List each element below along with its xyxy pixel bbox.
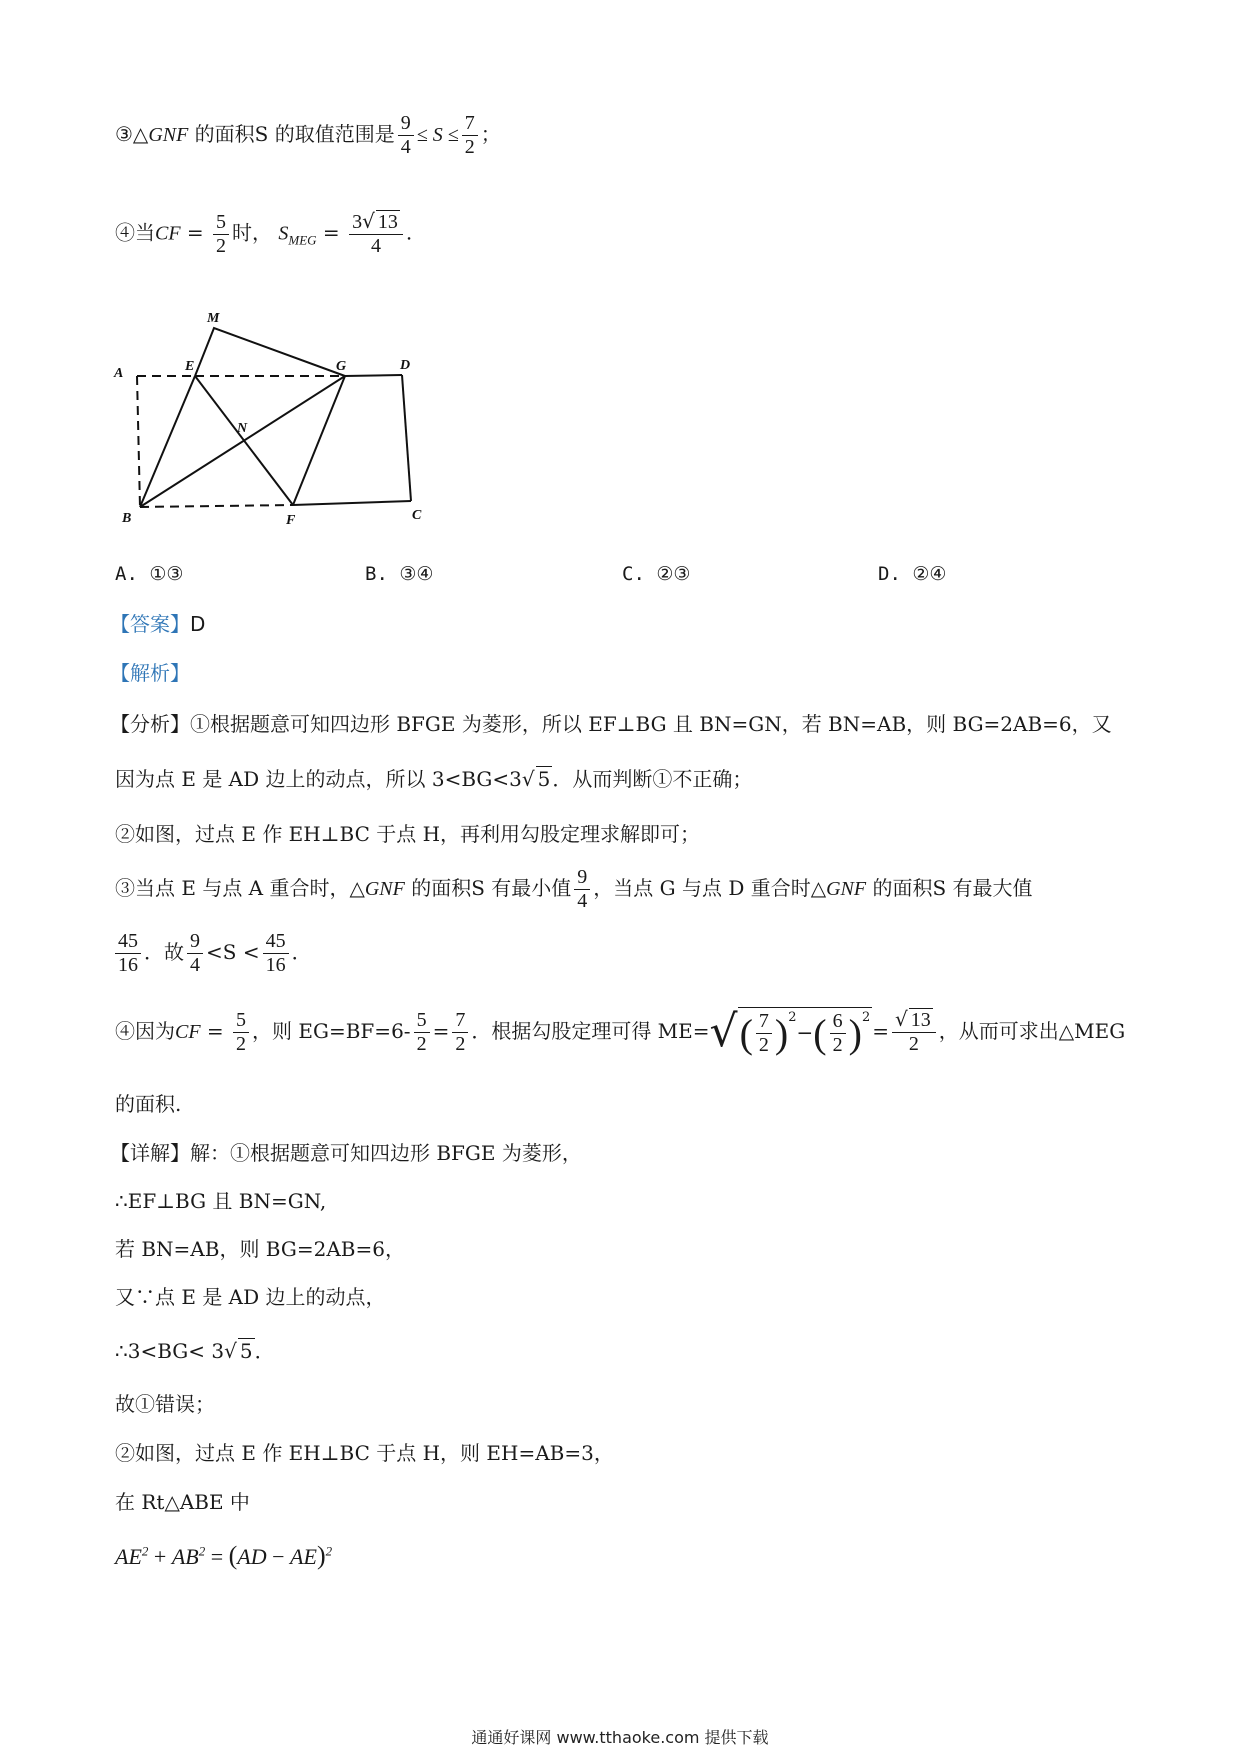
fraction: $\frac{5}{2}$	[213, 211, 229, 258]
fraction: $\frac{9}{4}$	[398, 112, 414, 159]
detail-line-8: 在 Rt△ABE 中	[115, 1490, 250, 1514]
label-f: F	[286, 513, 296, 528]
detail-line-2: ∴EF⊥BG 且 BN=GN,	[115, 1189, 327, 1213]
segment-fc	[293, 501, 411, 505]
label-a: A	[114, 366, 124, 381]
segment-ab	[137, 376, 140, 507]
analysis-line-1: 【分析】①根据题意可知四边形 BFGE 为菱形，所以 EF⊥BG 且 BN=GN，若 BN=AB，则 BG=2AB=6，又	[110, 712, 1112, 736]
segment-bf	[140, 505, 293, 507]
detail-equation: $AE^2 + AB^2 = (AD - AE)^2$	[115, 1541, 333, 1570]
option-b: B. ③④	[365, 563, 434, 585]
option-c: C. ②③	[622, 563, 691, 585]
analysis-line-6: ④因为CF = $\frac{5}{2}$ ，则 EG=BF=6- $\frac{5}{2}$ = $\frac{7}{2}$ ．根据勾股定理可得 ME=√( $\frac{7}{2}$ )$^2$−( $\frac{6}{2}$ )$^2$= $\frac{√ 13}{2}$ ，从而可求出△MEG	[115, 1006, 1126, 1057]
detail-line-7: ②如图，过点 E 作 EH⊥BC 于点 H，则 EH=AB=3，	[115, 1441, 614, 1465]
analysis-line-2: 因为点 E 是 AD 边上的动点，所以 3<BG<3√ 5 ．从而判断①不正确；	[115, 767, 753, 791]
label-m: M	[207, 311, 220, 326]
label-d: D	[400, 358, 411, 373]
detail-line-5: ∴3<BG< 3√ 5 ．	[115, 1339, 275, 1363]
analysis-line-4: ③当点 E 与点 A 重合时，△GNF 的面积S 有最小值 $\frac{9}{4}$ ，当点 G 与点 D 重合时△GNF 的面积S 有最大值	[115, 866, 1033, 912]
analysis-line-5: $\frac{45}{16}$ ．故 $\frac{9}{4}$ <S < $\frac{45}{16}$ ．	[115, 930, 312, 977]
segment-gd	[345, 375, 402, 376]
label-g: G	[336, 359, 347, 374]
segment-dc	[402, 375, 411, 501]
statement-3: ③△GNF 的面积S 的取值范围是 $\frac{9}{4}$ ≤ S ≤ $\frac{7}{2}$ ；	[115, 112, 501, 158]
segment-bg	[140, 376, 345, 507]
statement-4: ④当CF = $\frac{5}{2}$ 时， $S_{MEG}$ = $\frac{3√ 13}{4}$ .	[115, 209, 413, 257]
label-e: E	[185, 359, 195, 374]
detail-line-4: 又∵点 E 是 AD 边上的动点，	[115, 1285, 386, 1309]
answer	[110, 612, 205, 636]
detail-line-6: 故①错误；	[115, 1392, 215, 1416]
fold-triangle-emg	[195, 328, 345, 376]
label-c: C	[412, 508, 422, 523]
analysis-heading: 【解析】	[110, 661, 190, 685]
answer-label: 【答案】	[110, 612, 190, 636]
statement-3-prefix: ③△	[115, 122, 149, 146]
triangle-gnf: GNF	[148, 124, 189, 146]
geometry-figure	[100, 300, 440, 530]
fraction: $\frac{7}{2}$	[462, 112, 478, 159]
analysis-line-7: 的面积.	[115, 1092, 182, 1116]
detail-line-3: 若 BN=AB，则 BG=2AB=6，	[115, 1237, 405, 1261]
analysis-line-3: ②如图，过点 E 作 EH⊥BC 于点 H，再利用勾股定理求解即可；	[115, 822, 701, 846]
detail-line-1: 【详解】解：①根据题意可知四边形 BFGE 为菱形，	[110, 1141, 582, 1165]
label-b: B	[122, 511, 132, 526]
segment-eb	[140, 376, 195, 507]
answer-value: D	[190, 612, 206, 636]
option-a: A. ①③	[115, 563, 184, 585]
option-d: D. ②④	[878, 563, 947, 585]
label-n: N	[237, 421, 248, 436]
segment-gf	[293, 376, 345, 505]
fraction: $\frac{3√ 13}{4}$	[349, 210, 403, 258]
footer: 通通好课网 www.tthaoke.com 提供下载	[471, 1728, 769, 1747]
